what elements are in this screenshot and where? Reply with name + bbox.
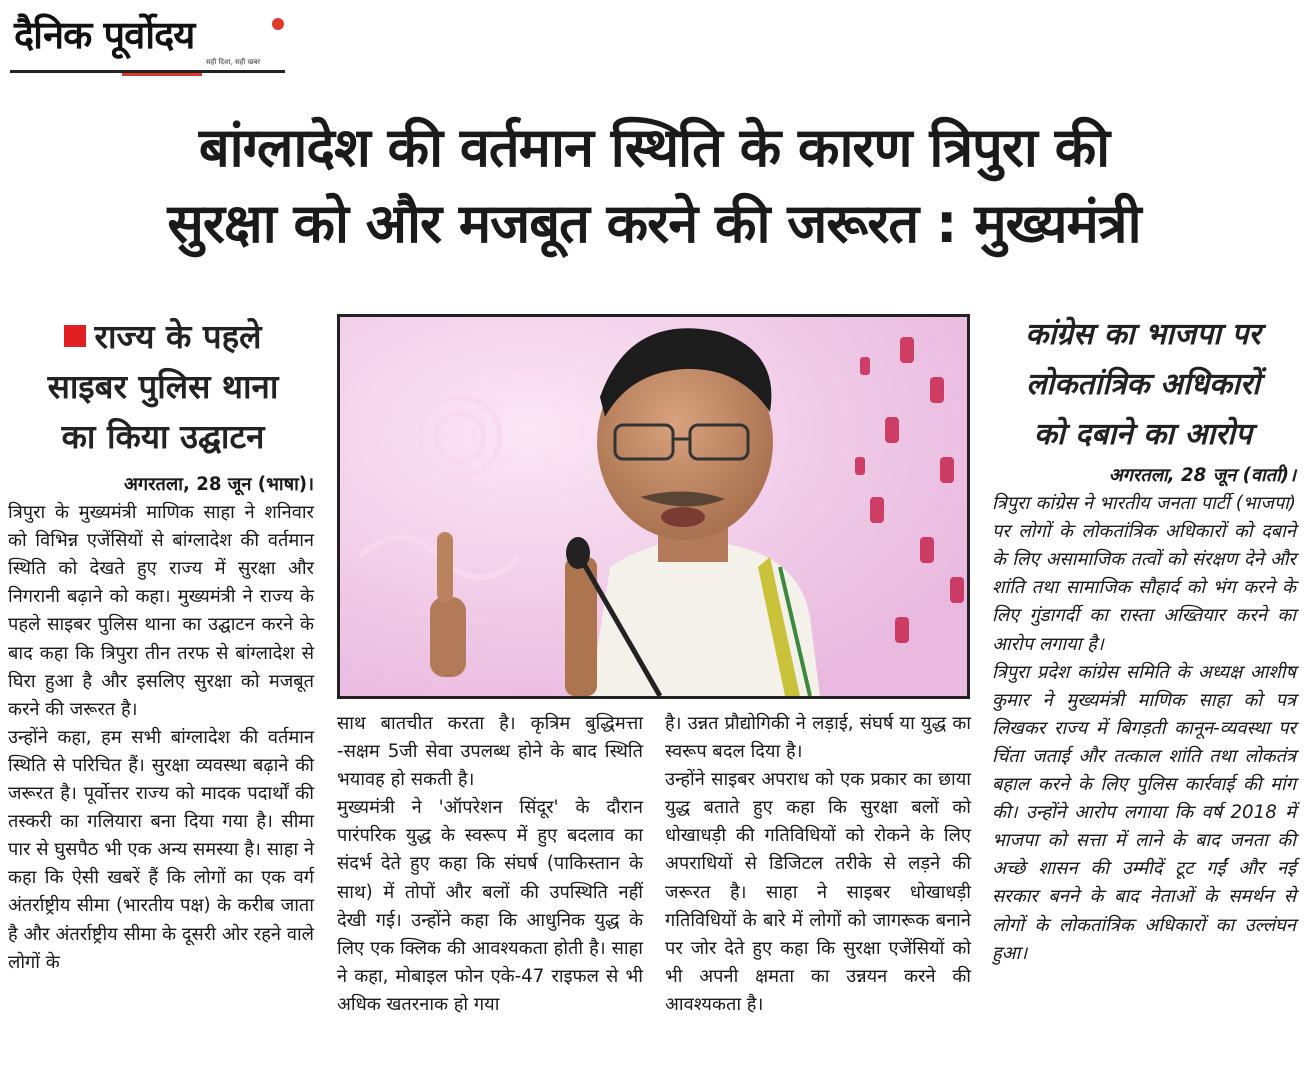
subheading-cyber-police [8, 312, 318, 462]
subhead-left-line-1: राज्य के पहले [94, 317, 262, 356]
main-story-column-3: है। उन्नत प्रौद्योगिकी ने लड़ाई, संघर्ष या युद्ध का स्वरूप बदल दिया है। उन्होंने साइबर अपराध को एक प्रकार का छाया युद्ध बताते हुए कहा कि सुरक्षा बलों को धोखाधड़ी की गतिविधियों को रोकने के लिए अपराधियों से डिजिटल तरीके से लड़ने की जरूरत है। साहा ने साइबर धोखाधड़ी गतिविधियों के बारे में लोगों को जागरूक बनाने पर जोर देते हुए कहा कि सुरक्षा एजेंसियों को भी अपनी क्षमता का उन्नयन करने की आवश्यकता है। [665, 713, 971, 1015]
main-story-column-1 [8, 471, 314, 977]
headline-line-2: सुरक्षा को और मजबूत करने की जरूरत : मुख्यमंत्री [167, 192, 1141, 255]
speaker-photo-illustration [340, 317, 967, 696]
masthead [10, 8, 285, 72]
side-story-text: त्रिपुरा कांग्रेस ने भारतीय जनता पार्टी (भाजपा) पर लोगों के लोकतांत्रिक अधिकारों को दबाने के लिए असामाजिक तत्वों को संरक्षण देने और शांति तथा सामाजिक सौहार्द को भंग करने के लिए गुंडागर्दी का रास्ता अख्तियार करने का आरोप लगाया है। त्रिपुरा प्रदेश कांग्रेस समिति के अध्यक्ष आशीष कुमार ने मुख्यमंत्री माणिक साहा को पत्र लिखकर राज्य में बिगड़ती कानून-व्यवस्था पर चिंता जताई और तत्काल शांति तथा लोकतंत्र बहाल करने के लिए पुलिस कार्रवाई की मांग की। उन्होंने आरोप लगाया कि वर्ष 2018 में भाजपा को सत्ता में लाने के बाद जनता की अच्छे शासन की उम्मीदें टूट गईं और नई सरकार बनने के बाद नेताओं के समर्थन से लोगों के लोकतांत्रिक अधिकारों का उल्लंघन हुआ। [992, 493, 1296, 964]
masthead-tagline: सही दिशा, सही खबर [206, 58, 261, 66]
bullet-square-icon [64, 325, 86, 347]
main-story-dateline: अगरतला, 28 जून (भाषा)। [123, 474, 314, 495]
subhead-right-line-3: को दबाने का आरोप [1033, 417, 1253, 452]
subhead-right-line-2: लोकतांत्रिक अधिकारों [1026, 367, 1260, 402]
newspaper-logo: दैनिक पूर्वोदय [14, 13, 195, 57]
chief-minister-photo [337, 314, 970, 699]
side-story-column [992, 462, 1296, 968]
side-story-dateline: अगरतला, 28 जून (वार्ता)। [1108, 465, 1296, 486]
subheading-congress-accuses-bjp [990, 310, 1296, 460]
main-story-column-2: साथ बातचीत करता है। कृत्रिम बुद्धिमत्ता -सक्षम 5जी सेवा उपलब्ध होने के बाद स्थिति भयावह हो सकती है। मुख्यमंत्री ने 'ऑपरेशन सिंदूर' के दौरान पारंपरिक युद्ध के स्वरूप में हुए बदलाव का संदर्भ देते हुए कहा कि संघर्ष (पाकिस्तान के साथ) में तोपों और बलों की उपस्थिति नहीं देखी गई। उन्होंने कहा कि आधुनिक युद्ध के लिए एक क्लिक की आवश्यकता होती है। साहा ने कहा, मोबाइल फोन एके-47 राइफल से भी अधिक खतरनाक हो गया [337, 713, 643, 1015]
subhead-right-line-1: कांग्रेस का भाजपा पर [1025, 317, 1261, 352]
main-story-text-1: त्रिपुरा के मुख्यमंत्री माणिक साहा ने शनिवार को विभिन्न एजेंसियों से बांग्लादेश की वर्तमान स्थिति को देखते हुए राज्य में सुरक्षा और निगरानी बढ़ाने को कहा। मुख्यमंत्री ने राज्य के पहले साइबर पुलिस थाना का उद्घाटन करने के बाद कहा कि त्रिपुरा तीन तरफ से बांग्लादेश से घिरा हुआ है और इसलिए सुरक्षा को मजबूत करने की जरूरत है। उन्होंने कहा, हम सभी बांग्लादेश की वर्तमान स्थिति से परिचित हैं। सुरक्षा व्यवस्था बढ़ाने की जरूरत है। पूर्वोत्तर राज्य को मादक पदार्थों की तस्करी का गलियारा बना दिया गया है। सीमा पार से घुसपैठ भी एक अन्य समस्या है। साहा ने कहा कि ऐसी खबरें हैं कि लोगों का एक वर्ग अंतर्राष्ट्रीय सीमा (भारतीय पक्ष) के करीब जाता है और अंतर्राष्ट्रीय सीमा के दूसरी ओर रहने वाले लोगों के [8, 502, 314, 973]
headline-line-1: बांग्लादेश की वर्तमान स्थिति के कारण त्रिपुरा की [198, 116, 1110, 179]
logo-dot-icon [272, 18, 284, 30]
subhead-left-line-2: साइबर पुलिस थाना [47, 367, 279, 406]
masthead-red-bar [122, 73, 202, 76]
subhead-left-line-3: का किया उद्घाटन [61, 417, 265, 456]
main-headline [14, 110, 1294, 262]
